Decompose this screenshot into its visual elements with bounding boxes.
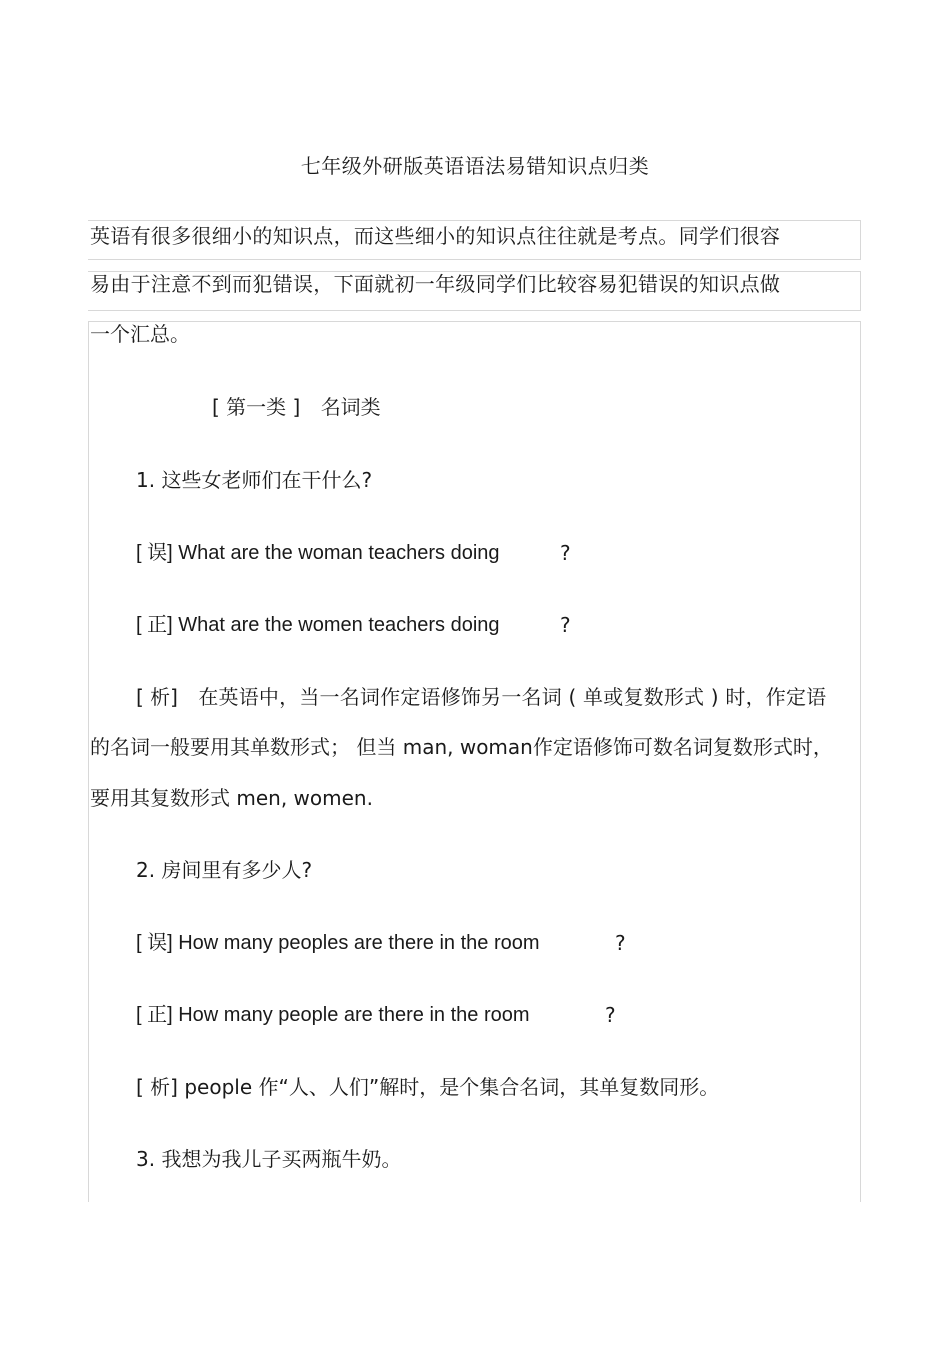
question-3: 3. 我想为我儿子买两瓶牛奶。 (136, 1147, 402, 1171)
analysis-text: people 作“人、人们”解时，是个集合名词，其单复数同形。 (184, 1075, 720, 1099)
right-sentence: What are the women teachers doing (178, 614, 500, 636)
wrong-answer-1 (136, 539, 500, 567)
analysis-tag: [ 析] (136, 1075, 178, 1099)
analysis-1-line-2: 的名词一般要用其单数形式； 但当 man, woman作定语修饰可数名词复数形式时， (90, 735, 833, 759)
wrong-answer-2 (136, 929, 540, 957)
right-tag: [ 正] (136, 1004, 173, 1026)
intro-line-3: 一个汇总。 (90, 322, 190, 346)
question-1: 1. 这些女老师们在干什么? (136, 468, 373, 492)
section-name: 名词类 (320, 395, 381, 419)
border-left (88, 322, 89, 1202)
right-question-mark-1: ? (560, 613, 571, 637)
wrong-tag: [ 误] (136, 932, 173, 954)
right-answer-2 (136, 1001, 530, 1029)
document-title: 七年级外研版英语语法易错知识点归类 (300, 154, 650, 178)
analysis-1-line-3: 要用其复数形式 men, women. (90, 786, 373, 810)
section-heading (212, 393, 381, 421)
wrong-question-mark-1: ? (560, 541, 571, 565)
analysis-text: 在英语中，当一名词作定语修饰另一名词 ( 单或复数形式 ) 时，作定语 (198, 685, 827, 709)
right-sentence: How many people are there in the room (178, 1004, 530, 1026)
border-right (860, 322, 861, 1202)
wrong-tag: [ 误] (136, 542, 173, 564)
right-answer-1 (136, 611, 500, 639)
analysis-1-line-1 (136, 683, 826, 711)
section-bracket: [ 第一类 ] (212, 395, 301, 419)
wrong-sentence: How many peoples are there in the room (178, 932, 540, 954)
analysis-2-line-1 (136, 1073, 719, 1101)
intro-line-1: 英语有很多很细小的知识点，而这些细小的知识点往往就是考点。同学们很容 (90, 224, 781, 248)
intro-line-2: 易由于注意不到而犯错误，下面就初一年级同学们比较容易犯错误的知识点做 (90, 272, 781, 296)
wrong-question-mark-2: ? (615, 931, 626, 955)
right-tag: [ 正] (136, 614, 173, 636)
border-top (88, 321, 861, 322)
wrong-sentence: What are the woman teachers doing (178, 542, 500, 564)
question-2: 2. 房间里有多少人? (136, 858, 313, 882)
right-question-mark-2: ? (605, 1003, 616, 1027)
analysis-tag: [ 析] (136, 685, 178, 709)
